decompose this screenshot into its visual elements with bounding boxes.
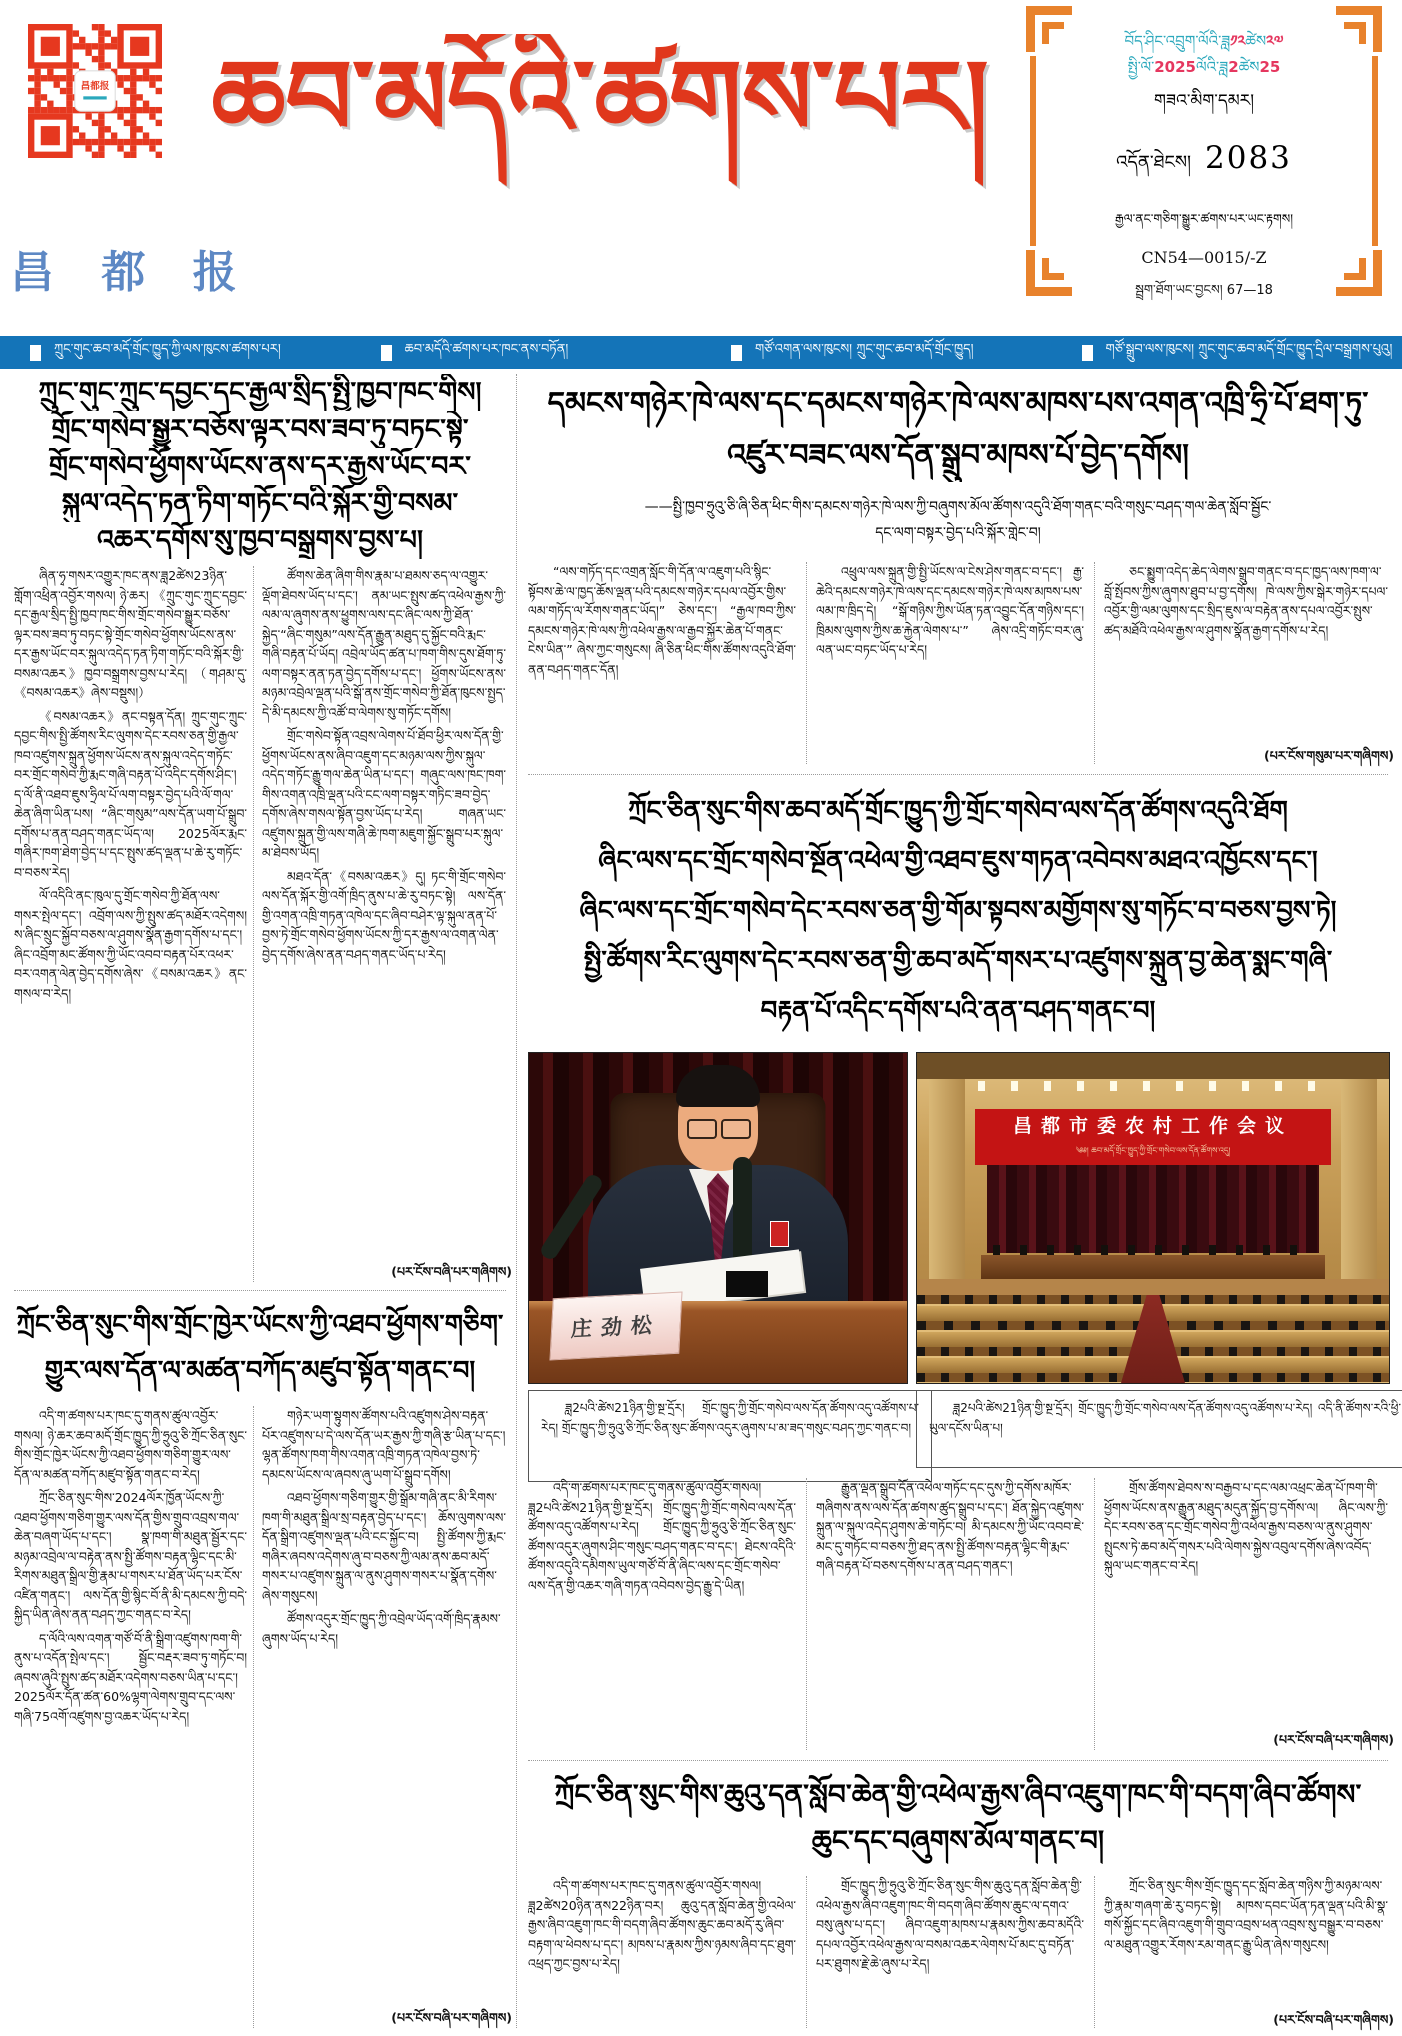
- article-credit: (པར་ངོས་བཞི་པར་གཞིགས): [1188, 1726, 1394, 1761]
- paragraph: གཉེར་ཡག་སྟུགས་ཚོགས་པའི་འཛུགས་ཤེས་བརྟན་པོར་འཛུགས་པ་དེ་ལས་དོན་ཡར་རྒྱས་ཀྱི་གཞི་རྩ་ཡིན་པ་དང་། ལྷན་ཚོགས་ཁག་གིས་འགན་འཁྲི་གཏན་འཁེལ་བྱས་ཏེ་དམངས་ཡོངས་ལ་ཞབས་ཞུ་ཡག་པོ་སྒྲུབ་དགོས།: [262, 1408, 506, 1482]
- conference-hall-photo: [916, 1052, 1390, 1384]
- publisher-info-bar: [0, 336, 1402, 369]
- paragraph: མཐའ་དོན་《བསམ་འཆར》དུ། ཏང་གི་གྲོང་གསེབ་ལས་དོན་སྐོར་གྱི་འགོ་ཁྲིད་ནུས་པ་ཆེ་རུ་བཏང་སྟེ། ལས་དོན་གྱི་འགན་འཁྲི་གཏན་འཁེལ་དང་ཞིབ་བཤེར་ལྟ་སྐུལ་ནན་པོ་བྱས་ཏེ་གྲོང་གསེབ་ཕྱོགས་ཡོངས་ཀྱི་དར་རྒྱས་ལ་འགན་ལེན་བྱེད་དགོས་ཞེས་ནན་བཤད་གནང་ཡོད་པ་རེད།: [262, 868, 506, 962]
- bullet-square-icon: [731, 345, 742, 361]
- headline-line: སྐུལ་འདེད་ཏན་ཏིག་གཏོང་བའི་སྐོར་གྱི་བསམ་: [61, 488, 459, 519]
- article-b2-column: [1104, 1478, 1388, 1750]
- column-divider: [1094, 1478, 1095, 1750]
- paragraph: ཚོགས་ཆེན་ཞིག་གིས་རྣམ་པ་ཐམས་ཅད་ལ་འགྱུར་ལྡོག་ཐེབས་ཡོད་པ་དང་། ནམ་ཡང་སྤུས་ཚད་འཕེལ་རྒྱས་ཀྱི་ལམ་ལ་ཞུགས་ནས་ཕྱུགས་ལས་དང་ཞིང་ལས་ཀྱི་ཐོན་སྐྱེད་“ཞིང་གསུམ”ལས་དོན་རྒྱུན་མཐུད་དུ་སྐྱོང་བའི་རྨང་གཞི་བརྟན་པོ་ཡོད། འབྲེལ་ཡོད་ཚན་པ་ཁག་གིས་དུས་ཐོག་ཏུ་ལག་བསྟར་ནན་ཏན་བྱེད་དགོས་པ་དང་། ཕྱོགས་ཡོངས་ནས་མཉམ་འབྲེལ་ལྡན་པའི་སྒོ་ནས་གྲོང་གསེབ་ཀྱི་ཐོན་ཁུངས་སྤྱད་དེ་མི་དམངས་ཀྱི་འཚོ་བ་ལེགས་སུ་གཏོང་དགོས།: [262, 568, 506, 720]
- hall-ceiling: [917, 1053, 1389, 1079]
- bullet-square-icon: [30, 345, 41, 361]
- headline-line: ཀྲོང་ཅིན་སུང་གིས་ཆབ་མདོ་གྲོང་ཁྱུད་ཀྱི་གྲོང་གསེབ་ལས་དོན་ཚོགས་འདུའི་ཐོག: [628, 796, 1288, 826]
- article-divider: [528, 1760, 1388, 1761]
- nameplate: 庄劲松: [549, 1291, 682, 1360]
- headline-line: ཀྲུང་གུང་ཀྲུང་དབྱང་དང་རྒྱལ་སྲིད་སྤྱི་ཁྱབ་ཁང་གིས།: [38, 377, 482, 408]
- paragraph: “ལས་གཏོད་དང་འགྲན་སློང་གི་དོན་ལ་འཇུག་པའི་སྙིང་སྟོབས་ཆེ་ལ་ཁྱད་ཆོས་ལྡན་པའི་དམངས་གཉེར་དཔལ་འབྱོར་གྱིས་ལམ་གཏོད་ལ་རོགས་གནང་ཡོད།” ཅེས་དང་། “རྒྱལ་ཁབ་ཀྱིས་དམངས་གཉེར་ཁེ་ལས་ཀྱི་འཕེལ་རྒྱས་ལ་རྒྱབ་སྐྱོར་ཆེན་པོ་གནང་ངེས་ཡིན་” ཞེས་ཀྱང་གསུངས། ཞི་ཅིན་ཕིང་གིས་ཚོགས་འདུའི་ཐོག་ནན་བཤད་གནང་དོན།: [528, 564, 796, 677]
- weekday-label: གཟའ་མིག་དམར།: [1153, 91, 1255, 111]
- microphone-base: [726, 1271, 768, 1297]
- paragraph: གྲོང་གསེབ་སྟོན་འབྲས་ལེགས་པོ་ཐོབ་ཕྱིར་ལས་དོན་གྱི་ཕྱོགས་ཡོངས་ནས་ཞིབ་འཇུག་དང་མཉམ་ལས་ཀྱིས་སྐུལ་འདེད་གཏོང་རྒྱུ་གལ་ཆེན་ཡིན་པ་དང་། གཞུང་ལས་ཁང་ཁག་གིས་འགན་འཁྲི་ལྡན་པའི་ངང་ལག་བསྟར་གཏིང་ཟབ་བྱེད་དགོས་ཞེས་གསལ་སྟོན་བྱས་ཡོད་པ་རེད། གཞན་ཡང་འཛུགས་སྐྲུན་གྱི་ལས་གཞི་ཆེ་ཁག་མཇུག་སྐྱོང་སྒྲུབ་པར་སྐུལ་མ་ཐེབས་ཡོད།: [262, 728, 506, 860]
- paragraph: གྲོང་ཁྱུད་ཀྱི་ཧྲུའུ་ཅི་ཀྲོང་ཅིན་སུང་གིས་ཆུའུ་དན་སློབ་ཆེན་གྱི་འཕེལ་རྒྱས་ཞིབ་འཇུག་ཁང་གི་བདག་ཞིབ་ཚོགས་ཆུང་ལ་དགའ་བསུ་ཞུས་པ་དང་། ཞིབ་འཇུག་མཁས་པ་རྣམས་ཀྱིས་ཆབ་མདོའི་དཔལ་འབྱོར་འཕེལ་རྒྱས་ལ་བསམ་འཆར་ལེགས་པོ་མང་དུ་བཏོན་པར་ཐུགས་རྗེ་ཆེ་ཞུས་པ་རེད།: [816, 1878, 1084, 1971]
- article-b1-byline: [528, 494, 1388, 546]
- bullet-square-icon: [381, 345, 392, 361]
- article-b3-column: [528, 1876, 796, 2028]
- article-a2-column: [14, 1406, 247, 2028]
- dais-table: [981, 1255, 1325, 1279]
- article-b2-column: [528, 1478, 796, 1750]
- publisher-bar-label: ཀྲུང་གུང་ཆབ་མདོ་གྲོང་ཁྱུད་ཀྱི་ལས་ཁུངས་ཚགས་པར།: [54, 342, 281, 357]
- publisher-bar-label: ཆབ་མདོའི་ཚགས་པར་ཁང་ནས་བཏོན།: [404, 342, 569, 357]
- glasses-icon: [687, 1119, 717, 1139]
- headline-line: གྲོང་གསེབ་ཕྱོགས་ཡོངས་ནས་དར་རྒྱས་ཡོང་བར་: [49, 451, 471, 482]
- headline-line: ཞིང་ལས་དང་གྲོང་གསེབ་དེང་རབས་ཅན་གྱི་གོམ་སྟབས་མགྱོགས་སུ་གཏོང་བ་བཅས་བྱས་ཏེ།: [579, 896, 1337, 926]
- column-divider: [806, 1876, 807, 2028]
- ceiling-lights: [945, 1081, 1360, 1091]
- publisher-bar-item: [701, 334, 1052, 371]
- speaker-photo: [528, 1052, 908, 1384]
- issue-info-box: [1032, 8, 1376, 298]
- svg-text:昌都报: 昌都报: [80, 80, 110, 92]
- byline-line: ——སྤྱི་ཁྱབ་ཧྲུའུ་ཅི་ཞི་ཅིན་ཕིང་གིས་དམངས་གཉེར་ཁེ་ལས་ཀྱི་བཞུགས་མོལ་ཚོགས་འདུའི་ཐོག་གནང་བའི་གསུང་བཤད་གལ་ཆེན་སློབ་སྦྱོང་: [644, 499, 1272, 515]
- article-b1-column: [816, 562, 1084, 764]
- article-b1-column: [528, 562, 796, 764]
- caption-text: ཟླ2པའི་ཚེས21ཉིན་གྱི་སྔ་དྲོར། གྲོང་ཁྱུད་ཀྱི་གྲོང་གསེབ་ལས་དོན་ཚོགས་འདུ་འཚོགས་པ་རེད། གྲོང་ཁྱུད་ཀྱི་ཧྲུའུ་ཅི་ཀྲོང་ཅིན་སུང་ཚོགས་འདུར་ཞུགས་པ་མ་ཟད་གསུང་བཤད་ཀྱང་གནང་བ།: [541, 1401, 919, 1435]
- banner-tibetan-text: ༄༅། ཆབ་མདོ་གྲོང་ཁྱུད་ཀྱི་གྲོང་གསེབ་ལས་དོན་ཚོགས་འདུ།: [1075, 1145, 1231, 1155]
- stage-curtain: [987, 1165, 1319, 1253]
- issue-number: 2083: [1205, 140, 1292, 176]
- tibetan-masthead-calligraphy: ཆབ་མདོའི་ཚགས་པར།: [211, 37, 989, 159]
- bullet-square-icon: [1082, 345, 1093, 361]
- paragraph: གྲོས་ཚོགས་ཐེབས་ས་བརྒྱབ་པ་དང་ལམ་འཕྲང་ཆེན་པོ་ཁག་གི་ཕྱོགས་ཡོངས་ནས་རྒྱུན་མཐུད་མདུན་སྐྱོད་བྱ་དགོས་ལ། ཞིང་ལས་ཀྱི་དེང་རབས་ཅན་དང་གྲོང་གསེབ་ཀྱི་འཕེལ་རྒྱས་བཅས་ལ་ནུས་ཤུགས་སྤུངས་ཏེ་ཆབ་མདོ་གསར་པའི་ལེགས་སྐྱེས་འབུལ་དགོས་ཞེས་འབོད་སྐུལ་ཡང་གནང་བ་རེད།: [1104, 1480, 1388, 1573]
- publisher-bar-label: གཙོ་སྒྲུབ་ལས་ཁུངས། ཀྲུང་གུང་ཆབ་མདོ་གྲོང་ཁྱུད་དྲིལ་བསྒྲགས་པུའུ།: [1105, 342, 1393, 357]
- headline-line: དམངས་གཉེར་ཁེ་ལས་དང་དམངས་གཉེར་ཁེ་ལས་མཁས་པས་འགན་འཁྲི་ཧྲི་པོ་ཐག་ཏུ་: [547, 386, 1369, 421]
- postal-code-line: སྦྲག་ཐོག་ཡང་བྱངས། 67—18: [1135, 283, 1273, 298]
- article-b3-column: [816, 1876, 1084, 2028]
- article-credit: (པར་ངོས་བཞི་པར་གཞིགས): [1188, 2006, 1394, 2036]
- paragraph: རྒྱུན་ལྡན་སྒྲུབ་དོན་འཕེལ་གཏོང་དང་དུས་ཀྱི་དགོས་མཁོར་གཞིགས་ནས་ལས་དོན་ཚགས་ཚུད་སྒྲུབ་པ་དང་། ཐོན་སྐྱེད་འཛུགས་སྐྲུན་ལ་སྐུལ་འདེད་ཤུགས་ཆེ་གཏོང་བ། མི་དམངས་ཀྱི་ཡོང་འབབ་ཇེ་མང་དུ་གཏོང་བ་བཅས་ཀྱི་ཐད་ནས་སྤྱི་ཚོགས་བརྟན་ལྷིང་གི་རྨང་གཞི་བརྟན་པོ་བཅས་དགོས་པ་ནན་བཤད་གནང་།: [816, 1480, 1084, 1573]
- headline-line: གྲོང་གསེབ་སྒྱུར་བཅོས་ལྟར་བས་ཟབ་ཏུ་བཏང་སྟེ་: [51, 414, 469, 445]
- column-divider: [806, 1478, 807, 1750]
- paragraph: ཞིན་ཧྭ་གསར་འགྱུར་ཁང་ནས་ཟླ2ཚེས23ཉིན་གློག་འཕྲིན་འབྱོར་གསལ། ཉེ་ཆར། 《ཀྲུང་གུང་ཀྲུང་དབྱང་དང་རྒྱལ་སྲིད་སྤྱི་ཁྱབ་ཁང་གིས་གྲོང་གསེབ་སྒྱུར་བཅོས་ལྟར་བས་ཟབ་ཏུ་བཏང་སྟེ་གྲོང་གསེབ་ཕྱོགས་ཡོངས་ནས་དར་རྒྱས་ཡོང་བར་སྐུལ་འདེད་ཏན་ཏིག་གཏོང་བའི་སྐོར་གྱི་བསམ་འཆར》ཁྱབ་བསྒྲགས་བྱས་པ་རེད། （གཤམ་དུ་《བསམ་འཆར》ཞེས་བསྡུས།）: [14, 568, 247, 700]
- article-b3-headline: [528, 1772, 1388, 1864]
- caption-text: ཟླ2པའི་ཚེས21ཉིན་གྱི་སྔ་དྲོར། གྲོང་ཁྱུད་ཀྱི་གྲོང་གསེབ་ལས་དོན་ཚོགས་འདུ་འཚོགས་པ་རེད། འདི་ནི་ཚོགས་རའི་ཕྱི་ཡུལ་དངོས་ཡིན་པ།: [929, 1401, 1401, 1435]
- banner-chinese-text: 昌都市委农村工作会议: [1012, 1114, 1293, 1137]
- chinese-newspaper-title: 昌 都 报: [10, 247, 253, 298]
- article-a1-headline: [14, 374, 506, 559]
- publisher-bar-label: གཙོ་འགན་ལས་ཁུངས། ཀྲུང་གུང་ཆབ་མདོ་གྲོང་ཁྱུད།: [755, 342, 974, 357]
- publisher-bar-item: [0, 334, 351, 371]
- paragraph: ད་ལོའི་ལས་འགན་གཙོ་བོ་ནི་སྒྲིག་འཛུགས་ཁག་གི་ནུས་པ་འདོན་སྤེལ་དང་། སྦྱོང་བརྡར་ཟབ་ཏུ་གཏོང་བ། ཞབས་ཞུའི་སྤུས་ཚད་མཐོར་འདེགས་བཅས་ཡིན་པ་དང་། 2025ལོར་དོན་ཚན་60%ལྷག་ལེགས་གྲུབ་དང་ལས་གཞི་75འགོ་འཛུགས་བྱ་འཆར་ཡོད་པ་རེད།: [14, 1630, 247, 1724]
- paragraph: 《བསམ་འཆར》ནང་བསྟན་དོན། ཀྲུང་གུང་ཀྲུང་དབྱང་གིས་སྤྱི་ཚོགས་རིང་ལུགས་དེང་རབས་ཅན་གྱི་རྒྱལ་ཁབ་འཛུགས་སྐྲུན་ཕྱོགས་ཡོངས་ནས་སྐུལ་འདེད་གཏོང་བར་གྲོང་གསེབ་ཀྱི་རྨང་གཞི་བརྟན་པོ་འདིང་དགོས་ཤིང་། ད་ལོ་ནི་འཐབ་ཇུས་ཧྲིལ་པོ་ལག་བསྟར་བྱེད་པའི་ལོ་གལ་ཆེན་ཞིག་ཡིན་པས། “ཞིང་གསུམ”ལས་དོན་ཡག་པོ་སྒྲུབ་དགོས་པ་ནན་བཤད་གནང་ཡོད་ལ། 2025ལོར་རྨང་གཞིར་ཁག་ཐེག་བྱེད་པ་དང་སྤུས་ཚད་ལྡན་པ་ཆེ་རུ་གཏོང་བ་བཅས་རེད།: [14, 708, 247, 880]
- photo-caption: [528, 1390, 932, 1482]
- stage-column: [929, 1079, 965, 1279]
- paragraph: ཀྲོང་ཅིན་སུང་གིས་2024ལོར་ཁྱོན་ཡོངས་ཀྱི་འཐབ་ཕྱོགས་གཅིག་གྱུར་ལས་དོན་གྱིས་གྲུབ་འབྲས་གལ་ཆེན་བཞག་ཡོད་པ་དང་། སྣ་ཁག་གི་མཐུན་སྦྱོར་དང་མཉམ་འབྲེལ་ལ་བརྟེན་ནས་སྤྱི་ཚོགས་བརྟན་ལྷིང་དང་མི་རིགས་མཐུན་སྒྲིལ་གྱི་རྣམ་པ་གསར་པ་ཐོན་ཡོད་པར་ངོས་འཛིན་གནང་། ལས་དོན་གྱི་སྙིང་བོ་ནི་མི་དམངས་ཀྱི་བདེ་སྐྱིད་ཡིན་ཞེས་ནན་བཤད་ཀྱང་གནང་བ་རེད།: [14, 1490, 247, 1622]
- column-divider: [1094, 562, 1095, 764]
- column-divider: [253, 566, 254, 1282]
- western-date: སྤྱི་ལོ་2025ལོའི་ཟླ2ཚེས25: [1127, 58, 1281, 76]
- column-divider: [253, 1406, 254, 2028]
- paragraph: ལོ་འདིའི་ནང་ཁུལ་དུ་གྲོང་གསེབ་ཀྱི་ཐོན་ལས་གསར་སྤེལ་དང་། འབྲོག་ལས་ཀྱི་སྤུས་ཚད་མཐོར་འདེགས། ས་ཞིང་སྲུང་སྐྱོབ་བཅས་ལ་ཤུགས་སྣོན་རྒྱག་དགོས་པ་དང་། ཞིང་འབྲོག་མང་ཚོགས་ཀྱི་ཡོང་འབབ་བརྟན་པོར་འཕར་བར་འགན་ལེན་བྱེད་དགོས་ཞེས་《བསམ་འཆར》ནང་གསལ་བ་རེད།: [14, 888, 247, 1001]
- headline-line: སྤྱི་ཚོགས་རིང་ལུགས་དེང་རབས་ཅན་གྱི་ཆབ་མདོ་གསར་པ་འཛུགས་སྐྲུན་བྱ་ཆེན་སྨང་གཞི་: [583, 946, 1333, 976]
- headline-line: འཛུར་བཟང་ལས་དོན་སྒྲུབ་མཁས་པོ་བྱེད་དགོས།: [727, 438, 1189, 473]
- paragraph: འདི་ག་ཚགས་པར་ཁང་དུ་གནས་ཚུལ་འབྱོར་གསལ། ཟླ2པའི་ཚེས21ཉིན་གྱི་སྔ་དྲོར། གྲོང་ཁྱུད་ཀྱི་གྲོང་གསེབ་ལས་དོན་ཚོགས་འདུ་འཚོགས་པ་རེད། གྲོང་ཁྱུད་ཀྱི་ཧྲུའུ་ཅི་ཀྲོང་ཅིན་སུང་ཚོགས་འདུར་ཞུགས་ཤིང་གསུང་བཤད་གནང་བ་དང་། ཐེངས་འདིའི་ཚོགས་འདུའི་དམིགས་ཡུལ་གཙོ་བོ་ནི་ཞིང་ལས་དང་གྲོང་གསེབ་ལས་དོན་གྱི་འཆར་གཞི་གཏན་འབེབས་བྱེད་རྒྱུ་དེ་ཡིན།: [528, 1480, 796, 1593]
- tibetan-calendar-date: བོད་ཤིང་འབྲུག་ལོའི་ཟླ༡༢ཚེས༢༧: [1124, 32, 1284, 50]
- column-divider: [806, 562, 807, 764]
- article-b2-headline: [528, 786, 1388, 1036]
- paragraph: ཀྲོང་ཅིན་སུང་གིས་གྲོང་ཁྱུད་དང་སློབ་ཆེན་གཉིས་ཀྱི་མཉམ་ལས་ཀྱི་རྣམ་གཞག་ཆེ་རུ་བཏང་སྟེ། མཁས་དབང་ཡོན་ཏན་ལྡན་པའི་མི་སྣ་གསོ་སྐྱོང་དང་ཞིབ་འཇུག་གི་གྲུབ་འབྲས་ཕན་འབྲས་སུ་བསྒྱུར་བ་བཅས་ལ་མཐུན་འགྱུར་རོགས་རམ་གནང་རྒྱུ་ཡིན་ཞེས་གསུངས།: [1104, 1878, 1388, 1952]
- conference-banner: [975, 1109, 1331, 1165]
- headline-line: བརྟན་པོ་འདིང་དགོས་པའི་ནན་བཤད་གནང་བ།: [760, 996, 1156, 1026]
- paragraph: འཕྲུལ་ལས་སྐྲུན་གྱི་སྤྱི་ཡོངས་ལ་ངེས་ཤེས་གནང་བ་དང་། རྒྱ་ཆེའི་དམངས་གཉེར་ཁེ་ལས་དང་དམངས་གཉེར་ཁེ་ལས་མཁས་པས་ལམ་ཁ་ཁྲིད་དེ། “སྒོ་གཉིས་ཀྱིས་ཡོན་ཏན་འབྱུང་དོན་གཉིས་དང་། ཁྲིམས་ལུགས་ཀྱིས་ཆ་རྐྱེན་ལེགས་པ་” ཞེས་འདྲི་གཏོང་བར་ཞུ་ལན་ཡང་བཏང་ཡོད་པ་རེད།: [816, 564, 1084, 657]
- publisher-bar-item: [1052, 334, 1402, 371]
- paragraph: འདི་ག་ཚགས་པར་ཁང་དུ་གནས་ཚུལ་འབྱོར་གསལ། ཟླ2ཚེས20ཉིན་ནས22ཉིན་བར། ཆུའུ་དན་སློབ་ཆེན་གྱི་འཕེལ་རྒྱས་ཞིབ་འཇུག་ཁང་གི་བདག་ཞིབ་ཚོགས་ཆུང་ཆབ་མདོ་རུ་ཞིབ་བརྟག་ལ་ཕེབས་པ་དང་། མཁས་པ་རྣམས་ཀྱིས་ཉམས་ཞིབ་དང་ཐུག་འཕྲད་ཀྱང་བྱས་པ་རེད།: [528, 1878, 796, 1971]
- delegate-badge: [770, 1221, 789, 1247]
- photo-caption: [916, 1390, 1402, 1468]
- article-credit: (པར་ངོས་གསུམ་པར་གཞིགས): [1188, 742, 1394, 777]
- glasses-icon: [721, 1119, 751, 1139]
- qr-code: [28, 24, 162, 158]
- publisher-bar-item: [351, 334, 702, 371]
- article-a1-column: [262, 566, 506, 1282]
- byline-line: དང་ལག་བསྟར་བྱེད་པའི་སྐོར་གླེང་བ།: [875, 525, 1041, 541]
- paragraph: ཚོགས་འདུར་གྲོང་ཁྱུད་ཀྱི་འབྲེལ་ཡོད་འགོ་ཁྲིད་རྣམས་ཞུགས་ཡོད་པ་རེད།: [262, 1611, 501, 1646]
- headline-line: ཆུང་དང་བཞུགས་མོལ་གནང་བ།: [811, 1824, 1105, 1857]
- article-b1-column: [1104, 562, 1388, 764]
- article-a2-column: [262, 1406, 506, 2028]
- column-divider: [1094, 1876, 1095, 2028]
- headline-line: ཀྲོང་ཅིན་སུང་གིས་གྲོང་ཁྱེར་ཡོངས་ཀྱི་འཐབ་ཕྱོགས་གཅིག་: [16, 1310, 504, 1340]
- headline-line: འཆར་དགོས་སུ་ཁྱབ་བསྒྲགས་བྱས་པ།: [97, 525, 423, 556]
- paragraph: འཐབ་ཕྱོགས་གཅིག་གྱུར་གྱི་སྒྲོམ་གཞི་ནང་མི་རིགས་ཁག་གི་མཐུན་སྒྲིལ་སྲ་བརྟན་བྱེད་པ་དང་། ཆོས་ལུགས་ལས་དོན་སྒྲིག་འཛུགས་ལྡན་པའི་ངང་སྐྱོང་བ། སྤྱི་ཚོགས་ཀྱི་རྨང་གཞིར་ཞབས་འདེགས་ཞུ་བ་བཅས་ཀྱི་ལམ་ནས་ཆབ་མདོ་གསར་པ་འཛུགས་སྐྲུན་ལ་ནུས་ཤུགས་གསར་པ་སྣོན་དགོས་ཞེས་གསུངས།: [262, 1490, 506, 1603]
- stage-column: [1341, 1079, 1377, 1279]
- frame-side-bar: [1030, 56, 1036, 246]
- issue-label: འདོན་ཐེངས།: [1116, 152, 1192, 173]
- stage-front: [917, 1279, 1389, 1295]
- column-divider: [516, 374, 517, 2028]
- headline-line: ཞིང་ལས་དང་གྲོང་གསེབ་སྔོན་འཕེལ་གྱི་འཐབ་ཇུས་གཏན་འབེབས་མཐའ་འཁྱོངས་དང་།: [598, 846, 1318, 876]
- article-credit: (པར་ངོས་བཞི་པར་གཞིགས): [306, 1258, 512, 1293]
- cn-serial-number: CN54—0015/-Z: [1141, 248, 1267, 267]
- article-a2-headline: [14, 1302, 506, 1394]
- article-divider: [528, 774, 1388, 775]
- headline-line: གྱུར་ལས་དོན་ལ་མཚན་བཀོད་མཛུབ་སྟོན་གནང་བ།: [44, 1356, 476, 1386]
- paragraph: ཅང་སྨྱུག་འདེད་ཆེད་ལེགས་སྒྲུབ་གནང་བ་དང་ཁྱད་ལས་ཁག་ལ་བློ་སྤོབས་ཀྱིས་ཞུགས་ཐུབ་པ་བྱ་དགོས། ཁེ་ལས་ཀྱིས་སྒེར་གཉེར་དཔལ་འབྱོར་གྱི་ལམ་ལུགས་དང་སྲིད་ཇུས་ལ་བརྟེན་ནས་དཔལ་འབྱོར་སྤུས་ཚད་མཐོའི་འཕེལ་རྒྱས་ལ་ཤུགས་སྣོན་རྒྱག་དགོས་པ་རེད།: [1104, 564, 1388, 638]
- article-credit: (པར་ངོས་བཞི་པར་གཞིགས): [306, 2004, 512, 2036]
- paragraph: འདི་ག་ཚགས་པར་ཁང་དུ་གནས་ཚུལ་འབྱོར་གསལ། ཉེ་ཆར་ཆབ་མདོ་གྲོང་ཁྱུད་ཀྱི་ཧྲུའུ་ཅི་ཀྲོང་ཅིན་སུང་གིས་གྲོང་ཁྱེར་ཡོངས་ཀྱི་འཐབ་ཕྱོགས་གཅིག་གྱུར་ལས་དོན་ལ་མཚན་བཀོད་མཛུབ་སྟོན་གནང་བ་རེད།: [14, 1408, 247, 1482]
- headline-line: ཀྲོང་ཅིན་སུང་གིས་ཆུའུ་དན་སློབ་ཆེན་གྱི་འཕེལ་རྒྱས་ཞིབ་འཇུག་ཁང་གི་བདག་ཞིབ་ཚོགས་: [554, 1778, 1362, 1811]
- frame-side-bar: [1372, 56, 1378, 246]
- article-a1-column: [14, 566, 247, 1282]
- article-divider: [14, 1290, 506, 1291]
- article-b1-headline: [528, 378, 1388, 482]
- registration-line: རྒྱལ་ནང་གཅིག་སྒྱུར་ཚགས་པར་ཡང་རྟགས།: [1114, 211, 1294, 226]
- article-b2-column: [816, 1478, 1084, 1750]
